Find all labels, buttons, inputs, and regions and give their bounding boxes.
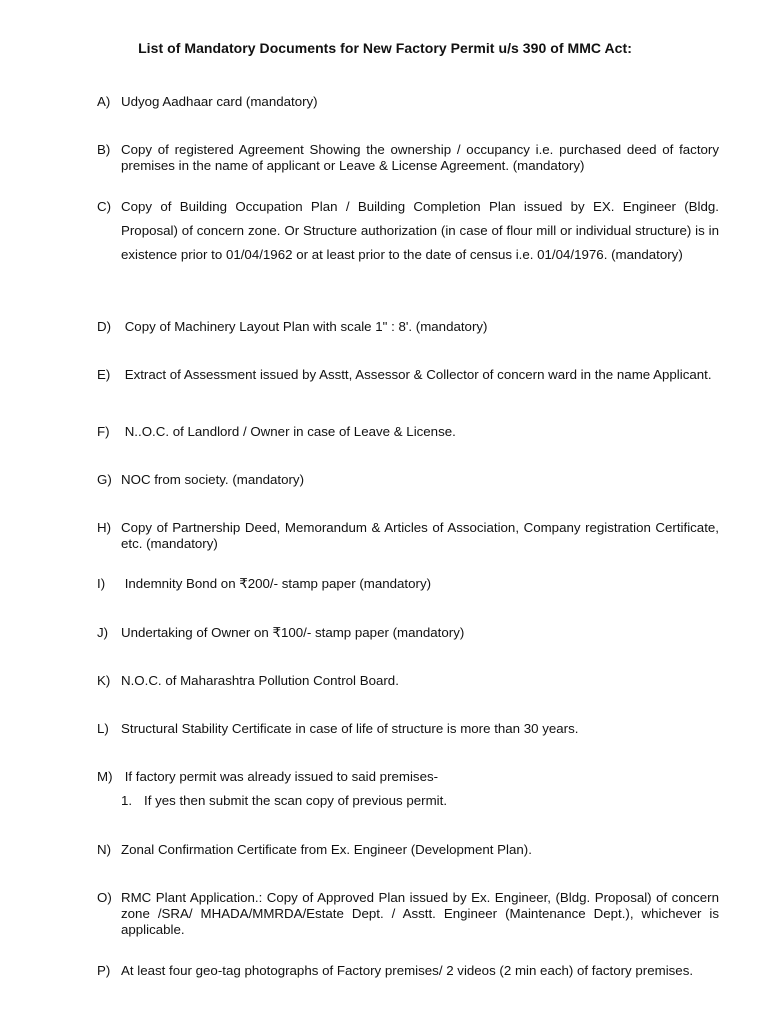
sub-item-number: 1. xyxy=(121,793,133,808)
item-marker: H) xyxy=(97,520,112,535)
item-text: Udyog Aadhaar card (mandatory) xyxy=(121,94,318,109)
item-marker: D) xyxy=(97,319,112,334)
item-marker: P) xyxy=(97,963,111,978)
list-item-n xyxy=(97,842,719,858)
list-item-d xyxy=(97,319,719,335)
list-item-k xyxy=(97,673,719,689)
item-marker: O) xyxy=(97,890,112,905)
list-item-g xyxy=(97,472,719,488)
item-marker: K) xyxy=(97,673,111,688)
list-item-f xyxy=(97,424,719,440)
list-item-p xyxy=(97,963,719,979)
list-item-b xyxy=(97,142,719,174)
list-item-i xyxy=(97,576,719,592)
item-text: Copy of registered Agreement Showing the ownership / occupancy i.e. purchased deed of factory premises in the name of applicant or Leave & License Agreement. (mandatory) xyxy=(121,142,719,173)
item-text: At least four geo-tag photographs of Factory premises/ 2 videos (2 min each) of factory premises. xyxy=(121,963,694,978)
item-marker: M) xyxy=(97,769,113,784)
list-item-h xyxy=(97,520,719,552)
list-item-o xyxy=(97,890,719,938)
item-text: Structural Stability Certificate in case of life of structure is more than 30 years. xyxy=(121,721,579,736)
item-marker: E) xyxy=(97,367,111,382)
item-text: If factory permit was already issued to said premises- xyxy=(121,769,439,784)
sub-item-text: If yes then submit the scan copy of previous permit. xyxy=(144,793,448,808)
list-item-e xyxy=(97,367,719,383)
item-text: N..O.C. of Landlord / Owner in case of Leave & License. xyxy=(121,424,456,439)
item-text: Copy of Partnership Deed, Memorandum & Articles of Association, Company registration Certificate, etc. (mandatory) xyxy=(121,520,719,551)
item-text: N.O.C. of Maharashtra Pollution Control Board. xyxy=(121,673,399,688)
item-text: Undertaking of Owner on ₹100/- stamp paper (mandatory) xyxy=(121,625,465,640)
list-item-m xyxy=(97,769,719,808)
item-marker: N) xyxy=(97,842,112,857)
item-text: RMC Plant Application.: Copy of Approved Plan issued by Ex. Engineer, (Bldg. Proposal) of concern zone /SRA/ MHADA/MMRDA/Estate Dept. / Asstt. Engineer (Maintenance Dept.), whichever is applicable. xyxy=(121,890,719,937)
sub-list-item xyxy=(121,793,719,808)
item-marker: L) xyxy=(97,721,109,736)
item-text: Indemnity Bond on ₹200/- stamp paper (mandatory) xyxy=(121,576,432,591)
item-text: Extract of Assessment issued by Asstt, Assessor & Collector of concern ward in the name Applicant. xyxy=(121,367,712,382)
item-marker: B) xyxy=(97,142,111,157)
item-marker: J) xyxy=(97,625,109,640)
list-item-c xyxy=(97,195,719,267)
item-marker: F) xyxy=(97,424,110,439)
list-item-a xyxy=(97,94,719,110)
list-item-l xyxy=(97,721,719,737)
item-marker: A) xyxy=(97,94,111,109)
item-marker: G) xyxy=(97,472,112,487)
item-text: Copy of Machinery Layout Plan with scale 1" : 8'. (mandatory) xyxy=(121,319,488,334)
item-text: NOC from society. (mandatory) xyxy=(121,472,304,487)
list-item-j xyxy=(97,625,719,641)
item-text: Zonal Confirmation Certificate from Ex. Engineer (Development Plan). xyxy=(121,842,532,857)
document-title: List of Mandatory Documents for New Factory Permit u/s 390 of MMC Act: xyxy=(138,40,632,56)
item-marker: I) xyxy=(97,576,106,591)
item-marker: C) xyxy=(97,199,112,214)
item-text: Copy of Building Occupation Plan / Building Completion Plan issued by EX. Engineer (Bldg. Proposal) of concern zone. Or Structure authorization (in case of flour mill or individual structure) is in existence prior to 01/04/1962 or at least prior to the date of census i.e. 01/04/1976. (mandatory) xyxy=(121,199,719,262)
